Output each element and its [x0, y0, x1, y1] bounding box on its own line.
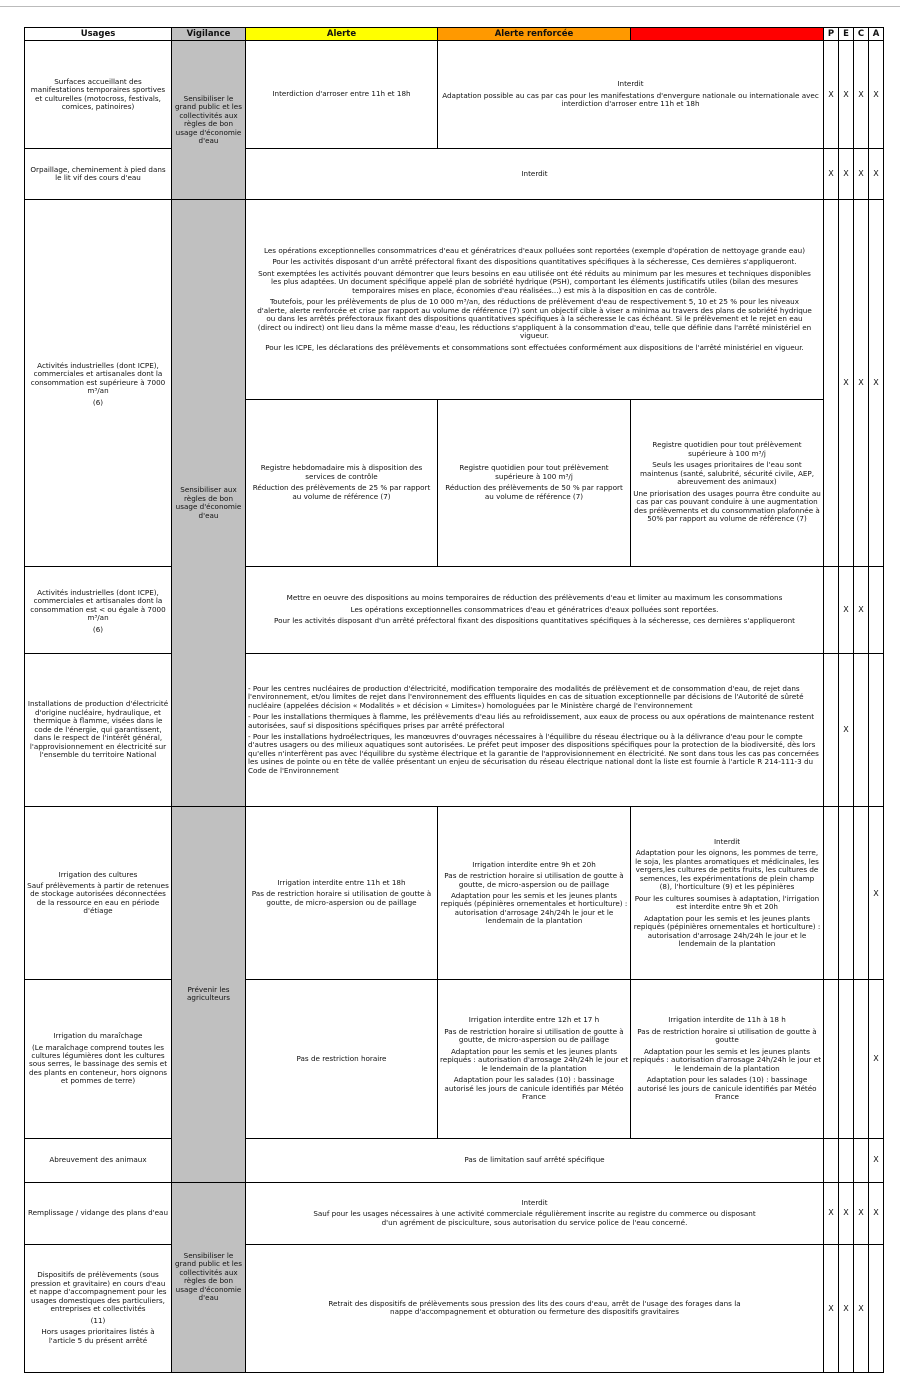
mark-e: X [839, 566, 854, 653]
header-e: E [839, 28, 854, 41]
renforcee-cell [438, 399, 631, 566]
alerte-cell: Pas de restriction horaire [246, 980, 438, 1138]
restrictions-table [24, 27, 884, 1373]
mark-e: X [839, 149, 854, 200]
measure-text: Irrigation interdite entre 11h et 18h [277, 878, 406, 887]
renforcee-crise-cell [438, 41, 824, 149]
mark-e [839, 1138, 854, 1182]
measure-cell [246, 653, 824, 806]
mark-a [869, 1244, 884, 1372]
row-industrie-inf [25, 566, 884, 653]
measure-text: Registre hebdomadaire mis à disposition des services de contrôle [260, 463, 423, 481]
measure-text: Adaptation pour les semis et les jeunes plants repiqués : autorisation d'arrosage 24h/24h le jour et le lendemain de la plantation [440, 1046, 629, 1073]
usage-cell [25, 200, 172, 567]
usage-cell [25, 566, 172, 653]
renforcee-cell [438, 807, 631, 980]
measure-cell [246, 566, 824, 653]
header-usages: Usages [25, 28, 172, 41]
mark-a: X [869, 200, 884, 567]
mark-c [854, 1138, 869, 1182]
header-vigilance: Vigilance [172, 28, 246, 41]
measure-text: Pas de restriction horaire si utilisation de goutte à goutte, de micro-aspersion ou de paillage [251, 889, 432, 907]
header-alerte: Alerte [246, 28, 438, 41]
measure-text: Mettre en oeuvre des dispositions au moins temporaires de réduction des prélèvements d'eau et limiter au maximum les consommations [286, 593, 783, 603]
alerte-cell [246, 807, 438, 980]
measure-text: Registre quotidien pour tout prélèvement supérieure à 100 m³/j [459, 463, 609, 481]
mark-p [824, 653, 839, 806]
measure-text: - Pour les installations hydroélectriques, les manœuvres d'ouvrages nécessaires à l'équilibre du réseau électrique ou à la délivrance d'eau pour le compte d'autres usagers ou des milieux aquatiques sont autorisées. Le préfet peut imposer des dispositions spécifiques pour la protection de la biodiversité, dès lors qu'elles n'interfèrent pas avec l'équilibre du système électrique et la garantie de l'approvisionnement en électricité. Ne sont dans tous les cas pas concernées les usines de pointe ou en tête de vallée présentant un enjeu de sécurisation du réseau électrique national dont la liste est fournie à l'article R 214-111-3 du Code de l'Environnement [248, 732, 819, 775]
header-p: P [824, 28, 839, 41]
mark-a: X [869, 807, 884, 980]
mark-a: X [869, 1138, 884, 1182]
measure-text: Adaptation pour les semis et les jeunes plants repiqués (pépinières ornementales et horticulture) : autorisation d'arrosage 24h/24h le jour et le lendemain de la plantation [633, 913, 821, 949]
measure-text: Pour les activités disposant d'un arrêté préfectoral fixant des dispositions quantitatives spécifiques à la sécheresse, Ces dernières s'appliqueront. [272, 257, 797, 267]
mark-a: X [869, 980, 884, 1138]
renforcee-cell [438, 980, 631, 1138]
measure-text: Interdit [617, 79, 644, 89]
mark-p: X [824, 41, 839, 149]
row-dispositifs [25, 1244, 884, 1372]
measure-text: Adaptation pour les semis et les jeunes plants repiqués (pépinières ornementales et horticulture) : autorisation d'arrosage 24h/24h le jour et le lendemain de la plantation [440, 890, 628, 926]
measure-text: - Pour les installations thermiques à flamme, les prélèvements d'eau liés au refroidissement, aux eaux de process ou aux opérations de maintenance restent autorisées, sauf si dispositions spécifiques prises par arrêté préfectoral [248, 712, 815, 730]
mark-a [869, 653, 884, 806]
measure-text: Sont exemptées les activités pouvant démontrer que leurs besoins en eau utilisée ont été réduits au minimum par les mesures et techniques disponibles les plus adaptées. Un document spécifique appelé plan de sobriété hydrique (PSH), comportant les éléments justificatifs utiles (bilan des mesures temporaires mises en place, économies d'eau réalisées...) est mis à la disposition en cas de contrôle. [258, 268, 811, 295]
measure-cell: Retrait des dispositifs de prélèvements sous pression des lits des cours d'eau, arrêt de l'usage des forages dans la nappe d'accompagnement et obturation ou fermeture des dispositifs gravitaires [246, 1244, 824, 1372]
mark-c: X [854, 41, 869, 149]
measure-text: Pas de restriction horaire si utilisation de goutte à goutte [637, 1026, 817, 1045]
mark-a: X [869, 1182, 884, 1244]
usage-text: (Le maraîchage comprend toutes les cultures légumières dont les cultures sous serres, le bassinage des semis et des plants en conteneur, hors oignons et pommes de terre) [28, 1042, 168, 1086]
header-alerte-renforcee: Alerte renforcée [438, 28, 631, 41]
measure-text: Adaptation pour les semis et les jeunes plants repiqués : autorisation d'arrosage 24h/24h le jour et le lendemain de la plantation [633, 1046, 822, 1073]
measure-text: Irrigation interdite entre 9h et 20h [472, 859, 596, 869]
usage-cell: Abreuvement des animaux [25, 1138, 172, 1182]
mark-c: X [854, 1182, 869, 1244]
usage-text: Activités industrielles (dont ICPE), commerciales et artisanales dont la consommation est < ou égale à 7000 m³/an [30, 587, 166, 623]
measure-text: Irrigation interdite de 11h à 18 h [668, 1015, 786, 1025]
measure-text: Interdit [521, 1197, 548, 1207]
header-c: C [854, 28, 869, 41]
mark-e: X [839, 1182, 854, 1244]
measure-text: Pour les activités disposant d'un arrêté préfectoral fixant des dispositions quantitatives spécifiques à la sécheresse, ces dernières s'appliqueront [274, 616, 795, 626]
mark-p [824, 1138, 839, 1182]
measure-cell [246, 1182, 824, 1244]
usage-ref: (11) [90, 1315, 106, 1325]
row-electricite [25, 653, 884, 806]
mark-e: X [839, 41, 854, 149]
usage-cell: Orpaillage, cheminement à pied dans le lit vif des cours d'eau [25, 149, 172, 200]
measure-text: Une priorisation des usages pourra être conduite au cas par cas pouvant conduire à une augmentation des prélèvements et du consommation plafonnée à 50% par rapport au volume de référence (7) [633, 488, 821, 524]
mark-c: X [854, 566, 869, 653]
measure-text: Réduction des prélèvements de 50 % par rapport au volume de référence (7) [445, 483, 623, 501]
measure-text: Réduction des prélèvements de 25 % par rapport au volume de référence (7) [252, 483, 431, 501]
measure-cell: Pas de limitation sauf arrêté spécifique [246, 1138, 824, 1182]
crise-cell [631, 399, 824, 566]
mark-p [824, 807, 839, 980]
usage-text: Activités industrielles (dont ICPE), commerciales et artisanales dont la consommation est supérieure à 7000 m³/an [30, 360, 166, 396]
top-rule [0, 6, 900, 7]
usage-cell [25, 980, 172, 1138]
mark-p: X [824, 149, 839, 200]
mark-e [839, 980, 854, 1138]
row-surfaces [25, 41, 884, 149]
usage-text: Sauf prélèvements à partir de retenues de stockage autorisées déconnectées de la ressource en eau en période d'étiage [27, 881, 169, 916]
crise-cell [631, 980, 824, 1138]
alerte-cell: Interdiction d'arroser entre 11h et 18h [246, 41, 438, 149]
header-row [25, 28, 884, 41]
usage-text: Irrigation des cultures [58, 869, 138, 879]
measure-text: Pas de restriction horaire si utilisation de goutte à goutte, de micro-aspersion ou de paillage [444, 1026, 624, 1045]
mark-p: X [824, 1244, 839, 1372]
measure-text: Adaptation pour les salades (10) : bassinage autorisé les jours de canicule identifiés par Météo France [444, 1075, 624, 1102]
measure-text: Adaptation possible au cas par cas pour les manifestations d'envergure nationale ou internationale avec interdiction d'arroser entre 11h et 18h [442, 90, 819, 109]
mark-c: X [854, 1244, 869, 1372]
mark-a: X [869, 149, 884, 200]
mark-e: X [839, 200, 854, 567]
mark-c [854, 807, 869, 980]
measure-text: Adaptation pour les oignons, les pommes de terre, le soja, les plantes aromatiques et médicinales, les vergers,les cultures de petits fruits, les cultures de semences, les expérimentations de plein champ (8), l'horticulture (9) et les pépinières [635, 848, 819, 892]
header-crise: Crise [631, 28, 824, 41]
mark-p: X [824, 1182, 839, 1244]
row-plans-eau [25, 1182, 884, 1244]
measure-text: Pour les ICPE, les déclarations des prélèvements et consommations sont effectuées conformément aux dispositions de l'arrêté ministériel en vigueur. [265, 342, 804, 352]
measure-text: Pas de restriction horaire si utilisation de goutte à goutte, de micro-aspersion ou de paillage [444, 871, 624, 889]
usage-cell [25, 1244, 172, 1372]
measure-text: Les opérations exceptionnelles consommatrices d'eau et génératrices d'eaux polluées sont reportées (exemple d'opération de nettoyage grande eau) [263, 245, 806, 255]
usage-ref: (6) [92, 624, 104, 634]
mark-e: X [839, 653, 854, 806]
mark-c [854, 980, 869, 1138]
mark-p [824, 200, 839, 567]
usage-cell: Surfaces accueillant des manifestations temporaires sportives et culturelles (motocross, festivals, comices, patinoires) [25, 41, 172, 149]
vigilance-cell: Sensibiliser le grand public et les collectivités aux règles de bon usage d'économie d'eau [172, 41, 246, 200]
measure-text: - Pour les centres nucléaires de production d'électricité, modification temporaire des modalités de prélèvement et de consommation d'eau, de rejet dans l'environnement, et/ou limites de rejet dans l'environnement des effluents liquides en cas de situation exceptionnelle par décisions de l'Autorité de sûreté nucléaire (appelées décision « Modalités » et décision « Limites») homologuées par le Ministère chargé de l'environnement [248, 683, 804, 710]
alerte-cell [246, 399, 438, 566]
measure-cell: Interdit [246, 149, 824, 200]
usage-cell [25, 807, 172, 980]
usage-cell: Remplissage / vidange des plans d'eau [25, 1182, 172, 1244]
mark-p [824, 566, 839, 653]
mark-e [839, 807, 854, 980]
mark-p [824, 980, 839, 1138]
vigilance-cell: Prévenir les agriculteurs [172, 807, 246, 1183]
mark-a: X [869, 41, 884, 149]
header-a: A [869, 28, 884, 41]
usage-ref: (6) [92, 397, 104, 407]
measure-text: Irrigation interdite entre 12h et 17 h [468, 1015, 600, 1025]
measure-text: Registre quotidien pour tout prélèvement supérieure à 100 m³/j [652, 440, 802, 458]
row-industrie-sup-general [25, 200, 884, 399]
row-maraichage [25, 980, 884, 1138]
row-orpaillage [25, 149, 884, 200]
measure-text: Adaptation pour les salades (10) : bassinage autorisé les jours de canicule identifiés par Météo France [637, 1075, 817, 1102]
measure-cell [246, 200, 824, 399]
row-abreuvement [25, 1138, 884, 1182]
measure-text: Pour les cultures soumises à adaptation, l'irrigation est interdite entre 9h et 20h [634, 893, 820, 912]
measure-text: Interdit [713, 836, 741, 846]
usage-note: Hors usages prioritaires listés à l'article 5 du présent arrêté [41, 1327, 155, 1345]
measure-text: Toutefois, pour les prélèvements de plus de 10 000 m³/an, des réductions de prélèvement d'eau de respectivement 5, 10 et 25 % pour les niveaux d'alerte, alerte renforcée et crise par rapport au volume de référence (7) sont un objectif cible à viser a minima au travers des plans de sobriété hydrique ou dans les arrêtés préfectoraux fixant des dispositions quantitatives spécifiques à la sécheresse le cas échéant. Si le prélèvement et le rejet en eau (direct ou indirect) ont lieu dans la même masse d'eau, les réductions s'appliquent à la consommation d'eau, telle que définie dans l'arrêté ministériel en vigueur. [257, 297, 812, 341]
usage-cell: Installations de production d'électricité d'origine nucléaire, hydraulique, et thermique à flamme, visées dans le code de l'énergie, qui garantissent, dans le respect de l'intérêt général, l'approvisionnement en électricité sur l'ensemble du territoire National [25, 653, 172, 806]
vigilance-cell: Sensibiliser le grand public et les collectivités aux règles de bon usage d'économie d'eau [172, 1182, 246, 1372]
crise-cell [631, 807, 824, 980]
mark-e: X [839, 1244, 854, 1372]
measure-text: Les opérations exceptionnelles consommatrices d'eau et génératrices d'eaux polluées sont reportées. [350, 604, 719, 614]
mark-a [869, 566, 884, 653]
mark-c: X [854, 149, 869, 200]
row-irrigation [25, 807, 884, 980]
measure-text: Seuls les usages prioritaires de l'eau sont maintenus (santé, salubrité, sécurité civile, AEP, abreuvement des animaux) [639, 460, 815, 487]
measure-text: Sauf pour les usages nécessaires à une activité commerciale régulièrement inscrite au registre du commerce ou disposant d'un agrément de pisciculture, sous autorisation du service police de l'eau concerné. [313, 1209, 756, 1227]
usage-text: Dispositifs de prélèvements (sous pression et gravitaire) en cours d'eau et nappe d'accompagnement pour les usages domestiques des particuliers, entreprises et collectivités [29, 1270, 167, 1314]
vigilance-cell: Sensibiliser aux règles de bon usage d'économie d'eau [172, 200, 246, 807]
usage-text: Irrigation du maraîchage [53, 1031, 143, 1041]
mark-c [854, 653, 869, 806]
mark-c: X [854, 200, 869, 567]
